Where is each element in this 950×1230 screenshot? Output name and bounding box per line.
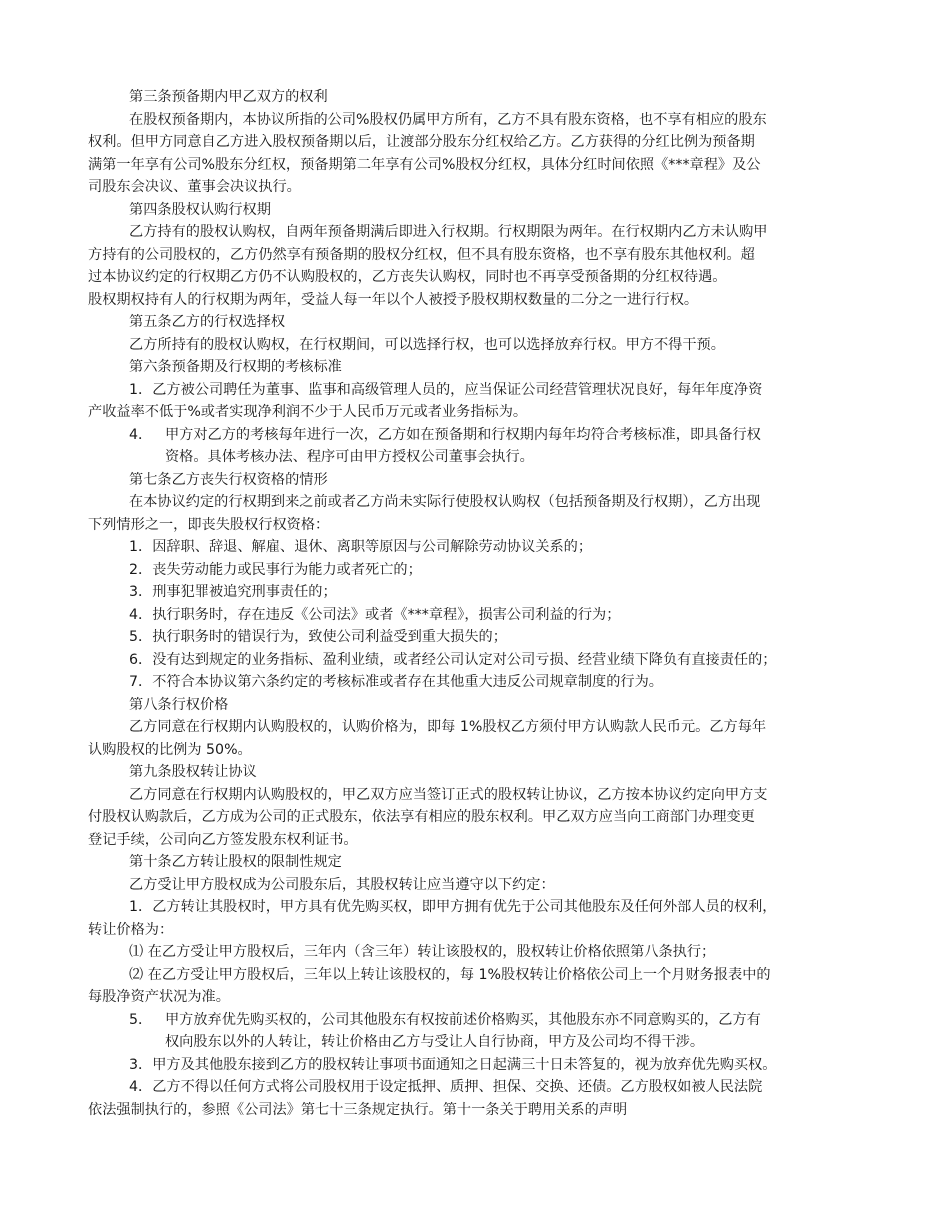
paragraph-line: 过本协议约定的行权期乙方仍不认购股权的，乙方丧失认购权，同时也不再享受预备期的分红权待遇。 [88, 269, 727, 285]
article-heading: 第五条乙方的行权选择权 [129, 314, 286, 330]
list-item: 3．刑事犯罪被追究刑事责任的； [129, 584, 337, 600]
paragraph-line: 下列情形之一，即丧失股权行权资格： [88, 516, 330, 533]
article-heading: 第八条行权价格 [129, 696, 229, 713]
item-number: 5． [129, 1011, 153, 1028]
sub-item: ⑴ 在乙方受让甲方股权后，三年内（含三年）转让该股权的，股权转让价格依照第八条执行； [129, 944, 716, 960]
paragraph-line: 司股东会决议、董事会决议执行。 [88, 179, 301, 195]
list-item: 2．丧失劳动能力或民事行为能力或者死亡的； [129, 561, 422, 578]
paragraph-line: 1．乙方被公司聘任为董事、监事和高级管理人员的，应当保证公司经营管理状况良好，每年年度净资 [129, 381, 763, 398]
paragraph-line: 方持有的公司股权的，乙方仍然享有预备期的股权分红权，但不具有股东资格，也不享有股东其他权利。超 [88, 246, 755, 263]
paragraph-line: 乙方所持有的股权认购权，在行权期间，可以选择行权，也可以选择放弃行权。甲方不得干预。 [129, 336, 725, 353]
article-heading: 第四条股权认购行权期 [129, 201, 271, 218]
numbered-item [88, 424, 864, 469]
article-heading: 第九条股权转让协议 [129, 764, 257, 780]
list-item: 5．执行职务时的错误行为，致使公司利益受到重大损失的； [129, 629, 507, 645]
sub-item: ⑵ 在乙方受让甲方股权后，三年以上转让该股权的，每 1%股权转让价格依公司上一个月财务报表中的 [129, 966, 771, 983]
paragraph-line: 乙方同意在行权期内认购股权的，认购价格为，即每 1%股权乙方须付甲方认购款人民币元。乙方每年 [129, 719, 767, 735]
paragraph-line: 转让价格为： [88, 921, 174, 938]
paragraph-line: 在本协议约定的行权期到来之前或者乙方尚未实际行使股权认购权（包括预备期及行权期），乙方出现 [129, 494, 761, 510]
paragraph-line: 在股权预备期内，本协议所指的公司%股权仍属甲方所有，乙方不具有股东资格，也不享有相应的股东 [129, 111, 767, 128]
list-item: 6．没有达到规定的业务指标、盈利业绩，或者经公司认定对公司亏损、经营业绩下降负有直接责任的； [129, 651, 777, 668]
item-text-line: 权向股东以外的人转让，转让价格由乙方与受让人自行协商，甲方及公司均不得干涉。 [164, 1034, 705, 1050]
article-heading: 第七条乙方丧失行权资格的情形 [129, 471, 328, 488]
article-heading: 第三条预备期内甲乙双方的权利 [129, 89, 328, 105]
paragraph-line: 付股权认购款后，乙方成为公司的正式股东，依法享有相应的股东权利。甲乙双方应当向工商部门办理变更 [88, 809, 755, 825]
paragraph-line: 产收益率不低于%或者实现净利润不少于人民币万元或者业务指标为。 [88, 404, 528, 420]
item-text [165, 1009, 864, 1054]
paragraph-line: 乙方持有的股权认购权，自两年预备期满后即进入行权期。行权期限为两年。在行权期内乙方未认购甲 [129, 224, 768, 240]
item-text-line: 资格。具体考核办法、程序可由甲方授权公司董事会执行。 [164, 449, 534, 465]
item-text-line: 甲方对乙方的考核每年进行一次，乙方如在预备期和行权期内每年均符合考核标准，即具备行权 [164, 426, 761, 443]
paragraph-line: 股权期权持有人的行权期为两年，受益人每一年以个人被授予股权期权数量的二分之一进行行权。 [88, 291, 699, 308]
paragraph-line: 每股净资产状况为准。 [88, 989, 230, 1005]
list-item: 4．执行职务时，存在违反《公司法》或者《***章程》，损害公司利益的行为； [129, 606, 621, 623]
list-item: 3．甲方及其他股东接到乙方的股权转让事项书面通知之日起满三十日未答复的，视为放弃优先购买权。 [129, 1056, 777, 1073]
paragraph-line: 登记手续，公司向乙方签发股东权利证书。 [88, 831, 358, 848]
item-text [165, 424, 864, 469]
item-text-line: 甲方放弃优先购买权的，公司其他股东有权按前述价格购买，其他股东亦不同意购买的，乙方有 [164, 1011, 761, 1028]
paragraph-line: 依法强制执行的，参照《公司法》第七十三条规定执行。第十一条关于聘用关系的声明 [88, 1101, 628, 1118]
list-item: 4．乙方不得以任何方式将公司股权用于设定抵押、质押、担保、交换、还债。乙方股权如被人民法院 [129, 1079, 763, 1095]
paragraph-line: 权利。但甲方同意自乙方进入股权预备期以后，让渡部分股东分红权给乙方。乙方获得的分红比例为预备期 [88, 134, 755, 150]
paragraph-line: 乙方受让甲方股权成为公司股东后，其股权转让应当遵守以下约定： [129, 876, 555, 893]
list-item: 1．因辞职、辞退、解雇、退休、离职等原因与公司解除劳动协议关系的； [129, 539, 593, 555]
item-number: 4． [129, 426, 153, 443]
document-body [88, 86, 864, 1121]
article-heading: 第六条预备期及行权期的考核标准 [129, 359, 342, 375]
paragraph-line: 乙方同意在行权期内认购股权的，甲乙双方应当签订正式的股权转让协议，乙方按本协议约定向甲方支 [129, 786, 768, 803]
paragraph-line: 满第一年享有公司%股东分红权，预备期第二年享有公司%股权分红权，具体分红时间依照《***章程》及公 [88, 156, 761, 173]
list-item: 7．不符合本协议第六条约定的考核标准或者存在其他重大违反公司规章制度的行为。 [129, 674, 663, 690]
article-heading: 第十条乙方转让股权的限制性规定 [129, 854, 342, 870]
numbered-item [88, 1009, 864, 1054]
paragraph-line: 认购股权的比例为 50%。 [88, 741, 252, 758]
list-item: 1．乙方转让其股权时，甲方具有优先购买权，即甲方拥有优先于公司其他股东及任何外部人员的权利， [129, 899, 777, 915]
